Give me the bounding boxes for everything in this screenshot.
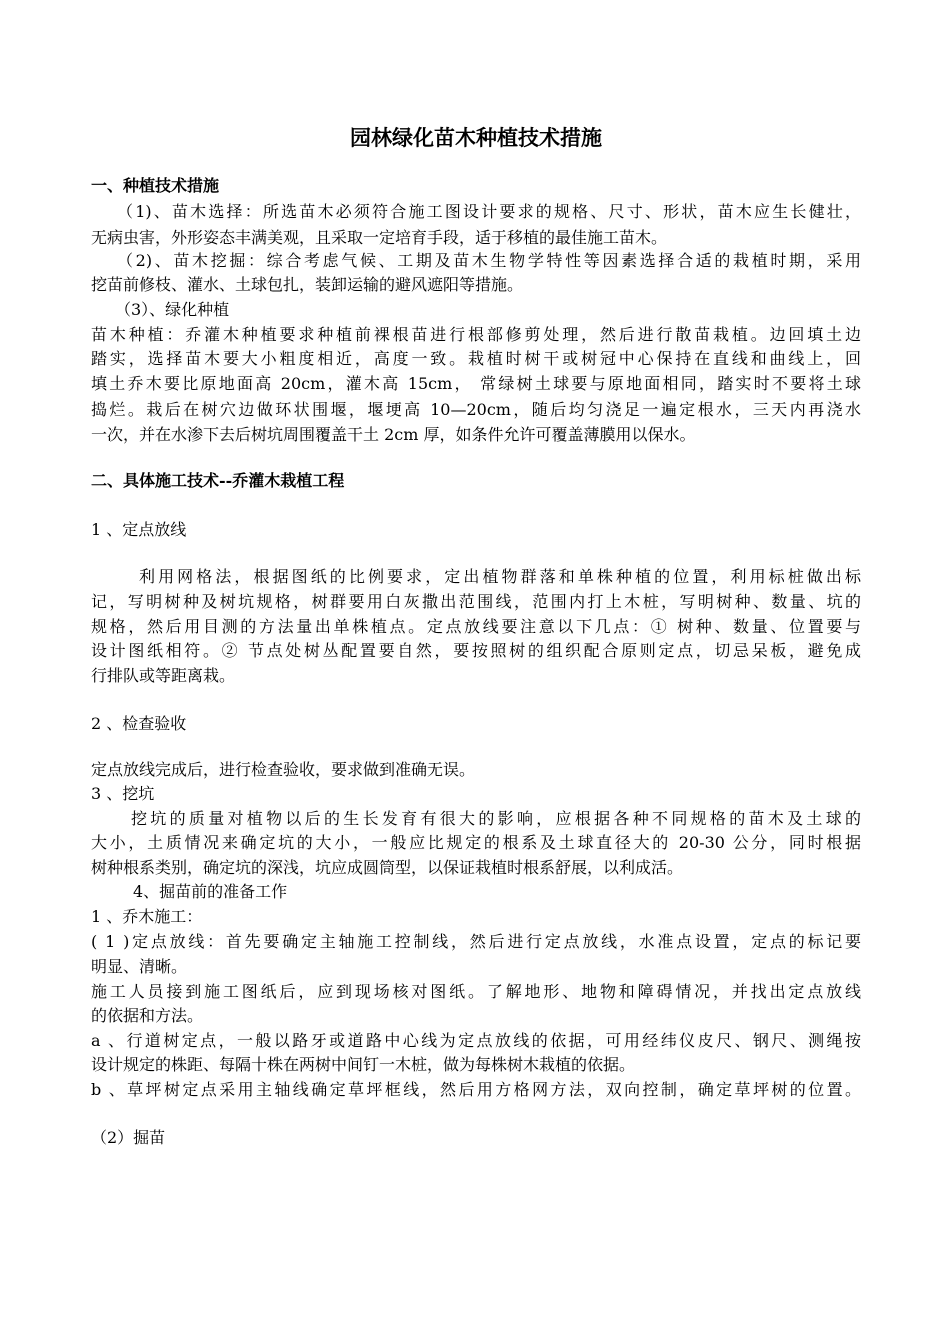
section-heading-2: 二、具体施工技术--乔灌木栽植工程 — [91, 471, 345, 490]
paragraph-line: 踏实，选择苗木要大小粗度相近，高度一致。栽植时树干或树冠中心保持在直线和曲线上，回 — [91, 349, 861, 368]
document-title: 园林绿化苗木种植技术措施 — [350, 125, 602, 150]
subsection-heading: 4、掘苗前的准备工作 — [133, 882, 288, 901]
paragraph-line: 设计规定的株距、每隔十株在两树中间钉一木桩，做为每株树木栽植的依据。 — [91, 1055, 636, 1074]
paragraph-line: 大小，土质情况来确定坑的大小，一般应比规定的根系及土球直径大的 20-30 公分，同时根据 — [91, 833, 861, 852]
subsection-heading: 2 、检查验收 — [91, 714, 187, 733]
paragraph-line: 的依据和方法。 — [91, 1006, 204, 1025]
paragraph-line: a 、行道树定点，一般以路牙或道路中心线为定点放线的依据，可用经纬仪皮尺、钢尺、测绳按 — [91, 1031, 861, 1050]
paragraph-line: （1)、苗木选择：所选苗木必须符合施工图设计要求的规格、尺寸、形状，苗木应生长健壮， — [117, 202, 861, 221]
paragraph-line: 设计图纸相符。② 节点处树丛配置要自然，要按照树的组织配合原则定点，切忌呆板，避免成 — [91, 641, 861, 660]
paragraph-line: ( 1 )定点放线：首先要确定主轴施工控制线，然后进行定点放线，水准点设置，定点的标记要 — [91, 932, 861, 951]
section-heading-1: 一、种植技术措施 — [91, 176, 220, 195]
subsection-heading: （2）掘苗 — [91, 1128, 166, 1147]
paragraph-line: 行排队或等距离栽。 — [91, 666, 236, 685]
paragraph-line: 无病虫害，外形姿态丰满美观，且采取一定培育手段，适于移植的最佳施工苗木。 — [91, 228, 668, 247]
subsection-heading: 1 、定点放线 — [91, 520, 187, 539]
paragraph-line: （2)、苗木挖掘：综合考虑气候、工期及苗木生物学特性等因素选择合适的栽植时期，采用 — [117, 251, 861, 270]
paragraph-line: 明显、清晰。 — [91, 957, 188, 976]
paragraph-line: 填土乔木要比原地面高 20cm，灌木高 15cm， 常绿树土球要与原地面相同，踏实时不要将土球 — [91, 374, 861, 393]
paragraph-line: 一次，并在水渗下去后树坑周围覆盖干土 2cm 厚，如条件允许可覆盖薄膜用以保水。 — [91, 425, 696, 444]
paragraph-line: 记，写明树种及树坑规格，树群要用白灰撒出范围线，范围内打上木桩，写明树种、数量、坑的 — [91, 592, 861, 611]
paragraph-line: 施工人员接到施工图纸后，应到现场核对图纸。了解地形、地物和障碍情况，并找出定点放线 — [91, 982, 861, 1001]
paragraph-line: 挖坑的质量对植物以后的生长发育有很大的影响，应根据各种不同规格的苗木及土球的 — [131, 809, 861, 828]
subsection-heading: 1 、乔木施工： — [91, 907, 203, 926]
paragraph-line: 挖苗前修枝、灌水、土球包扎，装卸运输的避风遮阳等措施。 — [91, 275, 524, 294]
paragraph-line: 树种根系类别，确定坑的深浅，坑应成圆筒型，以保证栽植时根系舒展，以利成活。 — [91, 858, 684, 877]
subsection-heading: （3）、绿化种植 — [115, 300, 230, 319]
paragraph-line: b 、草坪树定点采用主轴线确定草坪框线，然后用方格网方法，双向控制，确定草坪树的位置。 — [91, 1080, 861, 1099]
paragraph-line: 利用网格法，根据图纸的比例要求，定出植物群落和单株种植的位置，利用标桩做出标 — [139, 567, 861, 586]
paragraph-line: 苗木种植：乔灌木种植要求种植前裸根苗进行根部修剪处理，然后进行散苗栽植。边回填土边 — [91, 325, 861, 344]
paragraph-line: 定点放线完成后，进行检查验收，要求做到准确无误。 — [91, 760, 476, 779]
paragraph-line: 捣烂。栽后在树穴边做环状围堰，堰埂高 10—20cm，随后均匀浇足一遍定根水，三天内再浇水 — [91, 400, 861, 419]
subsection-heading: 3 、挖坑 — [91, 784, 155, 803]
paragraph-line: 规格，然后用目测的方法量出单株植点。定点放线要注意以下几点：① 树种、数量、位置要与 — [91, 617, 861, 636]
